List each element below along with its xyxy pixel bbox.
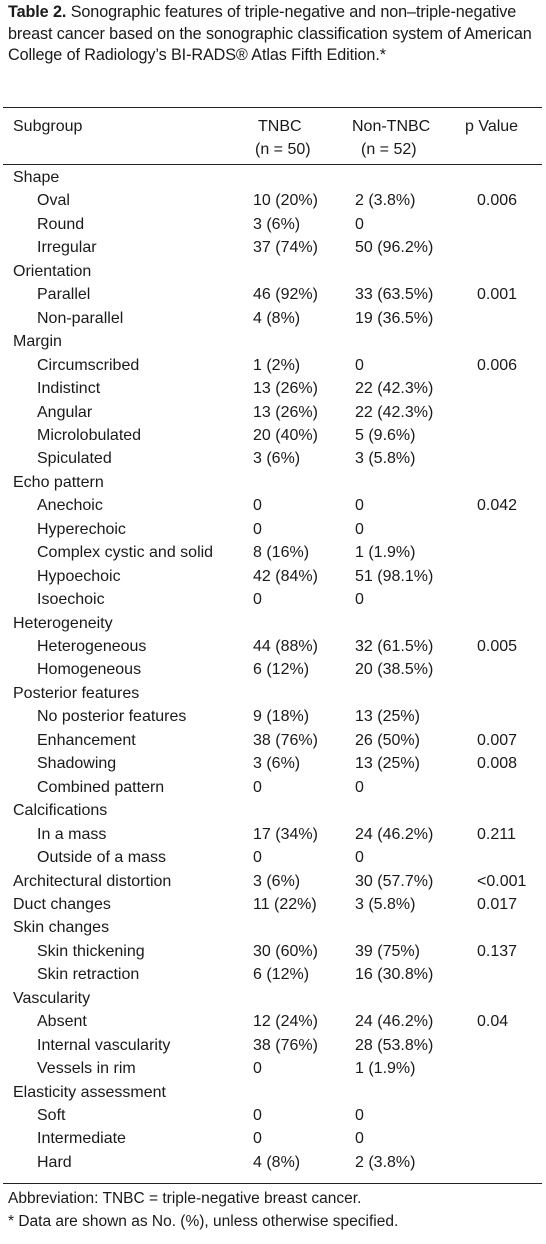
cell-non-tnbc: 22 (42.3%) <box>355 380 434 398</box>
cell-non-tnbc: 24 (46.2%) <box>355 825 434 843</box>
table-group-row <box>0 870 546 893</box>
table-row <box>0 776 546 799</box>
cell-non-tnbc: 3 (5.8%) <box>355 450 416 468</box>
table-group-row <box>0 916 546 939</box>
table-group-row <box>0 612 546 635</box>
cell-tnbc: 0 <box>253 497 262 515</box>
cell-tnbc: 3 (6%) <box>253 755 301 773</box>
cell-tnbc: 46 (92%) <box>253 286 318 304</box>
cell-non-tnbc: 50 (96.2%) <box>355 239 434 257</box>
cell-tnbc: 13 (26%) <box>253 403 318 421</box>
row-label: Isoechoic <box>37 591 105 609</box>
row-label: Posterior features <box>13 684 140 702</box>
footnote-abbreviation: Abbreviation: TNBC = triple-negative breast cancer. <box>8 1190 362 1207</box>
row-label: Orientation <box>13 262 92 280</box>
header-tnbc-n: (n = 50) <box>255 141 311 158</box>
cell-tnbc: 9 (18%) <box>253 708 310 726</box>
cell-tnbc: 0 <box>253 1107 262 1124</box>
row-label: Elasticity assessment <box>13 1083 166 1101</box>
row-label: Hard <box>37 1153 72 1171</box>
cell-tnbc: 0 <box>253 1130 262 1148</box>
table-row <box>0 588 546 611</box>
row-label: Internal vascularity <box>37 1036 171 1054</box>
header-tnbc: TNBC <box>258 118 302 135</box>
cell-tnbc: 3 (6%) <box>253 215 301 233</box>
header-non-tnbc: Non-TNBC <box>352 118 431 135</box>
cell-p-value: 0.211 <box>477 825 516 843</box>
table-row <box>0 189 546 212</box>
cell-tnbc: 3 (6%) <box>253 872 301 890</box>
row-label: Shape <box>13 169 60 186</box>
row-label: Oval <box>37 192 70 210</box>
cell-tnbc: 4 (8%) <box>253 309 301 327</box>
table-group-row <box>0 260 546 283</box>
cell-non-tnbc: 0 <box>355 356 364 374</box>
cell-non-tnbc: 19 (36.5%) <box>355 309 434 327</box>
cell-tnbc: 0 <box>253 849 262 867</box>
table-row <box>0 846 546 869</box>
cell-p-value: 0.137 <box>477 942 518 960</box>
header-rule <box>3 164 542 165</box>
header-p-value: p Value <box>465 118 519 135</box>
cell-non-tnbc: 1 (1.9%) <box>355 1060 416 1078</box>
cell-tnbc: 11 (22%) <box>253 895 317 913</box>
cell-tnbc: 13 (26%) <box>253 380 318 398</box>
table-row <box>0 1034 546 1057</box>
row-label: Parallel <box>37 286 91 304</box>
header-non-tnbc-n: (n = 52) <box>361 141 417 158</box>
cell-non-tnbc: 0 <box>355 1130 364 1148</box>
table-row <box>0 705 546 728</box>
table-row <box>0 236 546 259</box>
row-label: Skin thickening <box>37 942 145 960</box>
caption-label: Table 2. <box>8 3 67 21</box>
cell-tnbc: 17 (34%) <box>253 825 318 843</box>
cell-tnbc: 30 (60%) <box>253 942 318 960</box>
cell-p-value: 0.001 <box>477 286 518 304</box>
cell-tnbc: 10 (20%) <box>253 192 318 210</box>
table-group-row <box>0 471 546 494</box>
cell-tnbc: 38 (76%) <box>253 1036 318 1054</box>
cell-tnbc: 6 (12%) <box>253 966 310 984</box>
row-label: Calcifications <box>13 802 108 820</box>
cell-tnbc: 8 (16%) <box>253 544 310 562</box>
table-row <box>0 518 546 541</box>
cell-non-tnbc: 5 (9.6%) <box>355 426 416 444</box>
table-group-row <box>0 682 546 705</box>
table-row <box>0 541 546 564</box>
row-label: Microlobulated <box>37 426 142 444</box>
header-subgroup: Subgroup <box>13 118 83 135</box>
top-rule <box>3 107 542 108</box>
table-row <box>0 401 546 424</box>
table-row <box>0 565 546 588</box>
table-row <box>0 729 546 752</box>
row-label: Anechoic <box>37 497 103 515</box>
table-row <box>0 940 546 963</box>
table-row <box>0 1010 546 1033</box>
cell-tnbc: 42 (84%) <box>253 567 318 585</box>
table-row <box>0 494 546 517</box>
cell-non-tnbc: 51 (98.1%) <box>355 567 434 585</box>
bottom-rule <box>3 1183 542 1184</box>
row-label: Heterogeneous <box>37 638 147 655</box>
cell-tnbc: 20 (40%) <box>253 426 318 444</box>
cell-non-tnbc: 0 <box>355 1107 364 1124</box>
cell-non-tnbc: 0 <box>355 520 364 538</box>
cell-tnbc: 38 (76%) <box>253 731 318 749</box>
row-label: Skin retraction <box>37 966 140 984</box>
cell-non-tnbc: 2 (3.8%) <box>355 192 416 210</box>
table-group-row <box>0 1081 546 1104</box>
cell-non-tnbc: 3 (5.8%) <box>355 895 416 913</box>
row-label: Heterogeneity <box>13 614 113 632</box>
row-label: Skin changes <box>13 919 110 937</box>
row-label: Margin <box>13 333 62 351</box>
row-label: Shadowing <box>37 755 117 773</box>
cell-non-tnbc: 0 <box>355 497 364 515</box>
row-label: Combined pattern <box>37 778 165 796</box>
row-label: Vessels in rim <box>37 1060 136 1078</box>
row-label: No posterior features <box>37 708 187 726</box>
cell-tnbc: 6 (12%) <box>253 661 310 679</box>
table-row <box>0 752 546 775</box>
row-label: Absent <box>37 1013 87 1031</box>
cell-p-value: 0.005 <box>477 638 518 655</box>
table-row <box>0 283 546 306</box>
cell-tnbc: 1 (2%) <box>253 356 301 374</box>
row-label: Architectural distortion <box>13 872 172 890</box>
row-label: Hyperechoic <box>37 520 126 538</box>
table-group-row <box>0 987 546 1010</box>
cell-tnbc: 12 (24%) <box>253 1013 318 1031</box>
row-label: Spiculated <box>37 450 112 468</box>
cell-non-tnbc: 0 <box>355 591 364 609</box>
row-label: Vascularity <box>13 989 91 1007</box>
cell-p-value: 0.042 <box>477 497 518 515</box>
row-label: Enhancement <box>37 731 136 749</box>
cell-tnbc: 3 (6%) <box>253 450 301 468</box>
table-row <box>0 635 546 658</box>
table-row <box>0 424 546 447</box>
table-group-row <box>0 166 546 189</box>
cell-p-value: 0.007 <box>477 731 518 749</box>
table-group-row <box>0 893 546 916</box>
cell-tnbc: 0 <box>253 591 262 609</box>
row-label: Irregular <box>37 239 97 257</box>
cell-non-tnbc: 30 (57.7%) <box>355 872 434 890</box>
cell-p-value: 0.006 <box>477 356 518 374</box>
row-label: Non-parallel <box>37 309 124 327</box>
cell-non-tnbc: 33 (63.5%) <box>355 286 434 304</box>
row-label: In a mass <box>37 825 107 843</box>
cell-non-tnbc: 13 (25%) <box>355 755 420 773</box>
cell-p-value: 0.008 <box>477 755 518 773</box>
cell-non-tnbc: 24 (46.2%) <box>355 1013 434 1031</box>
row-label: Angular <box>37 403 93 421</box>
row-label: Hypoechoic <box>37 567 121 585</box>
cell-non-tnbc: 32 (61.5%) <box>355 638 434 655</box>
table-row <box>0 963 546 986</box>
table-row <box>0 1057 546 1080</box>
row-label: Echo pattern <box>13 473 104 491</box>
row-label: Outside of a mass <box>37 849 166 867</box>
table-row <box>0 307 546 330</box>
table-row <box>0 658 546 681</box>
cell-non-tnbc: 0 <box>355 215 364 233</box>
cell-non-tnbc: 1 (1.9%) <box>355 544 416 562</box>
cell-non-tnbc: 20 (38.5%) <box>355 661 434 679</box>
row-label: Duct changes <box>13 895 111 913</box>
cell-tnbc: 0 <box>253 1060 262 1078</box>
row-label: Complex cystic and solid <box>37 544 214 562</box>
cell-p-value: <0.001 <box>477 872 527 890</box>
row-label: Homogeneous <box>37 661 142 679</box>
cell-p-value: 0.017 <box>477 895 518 913</box>
table-group-row <box>0 330 546 353</box>
row-label: Circumscribed <box>37 356 140 374</box>
cell-tnbc: 37 (74%) <box>253 239 318 257</box>
cell-p-value: 0.04 <box>477 1013 509 1031</box>
table-row <box>0 213 546 236</box>
table-row <box>0 1151 546 1174</box>
cell-non-tnbc: 0 <box>355 778 364 796</box>
caption-text: Sonographic features of triple-negative and non–triple-negative breast cancer based on the sonographic classification system of American College of Radiology’s BI-RADS® Atlas Fifth Edition.* <box>8 3 532 64</box>
cell-non-tnbc: 39 (75%) <box>355 942 420 960</box>
table-group-row <box>0 799 546 822</box>
table-caption <box>8 2 540 67</box>
cell-tnbc: 0 <box>253 778 262 796</box>
cell-non-tnbc: 13 (25%) <box>355 708 420 726</box>
table-row <box>0 377 546 400</box>
row-label: Soft <box>37 1107 66 1124</box>
table-row <box>0 823 546 846</box>
cell-p-value: 0.006 <box>477 192 518 210</box>
table-row <box>0 1104 546 1127</box>
cell-non-tnbc: 26 (50%) <box>355 731 420 749</box>
row-label: Round <box>37 215 85 233</box>
cell-non-tnbc: 0 <box>355 849 364 867</box>
cell-non-tnbc: 2 (3.8%) <box>355 1153 416 1171</box>
table-row <box>0 447 546 470</box>
cell-non-tnbc: 16 (30.8%) <box>355 966 434 984</box>
row-label: Indistinct <box>37 380 101 398</box>
cell-non-tnbc: 28 (53.8%) <box>355 1036 434 1054</box>
table-row <box>0 354 546 377</box>
cell-tnbc: 0 <box>253 520 262 538</box>
row-label: Intermediate <box>37 1130 126 1148</box>
cell-tnbc: 4 (8%) <box>253 1153 301 1171</box>
table-row <box>0 1127 546 1150</box>
cell-tnbc: 44 (88%) <box>253 638 318 655</box>
cell-non-tnbc: 22 (42.3%) <box>355 403 434 421</box>
footnote-data-note: * Data are shown as No. (%), unless otherwise specified. <box>8 1213 399 1230</box>
